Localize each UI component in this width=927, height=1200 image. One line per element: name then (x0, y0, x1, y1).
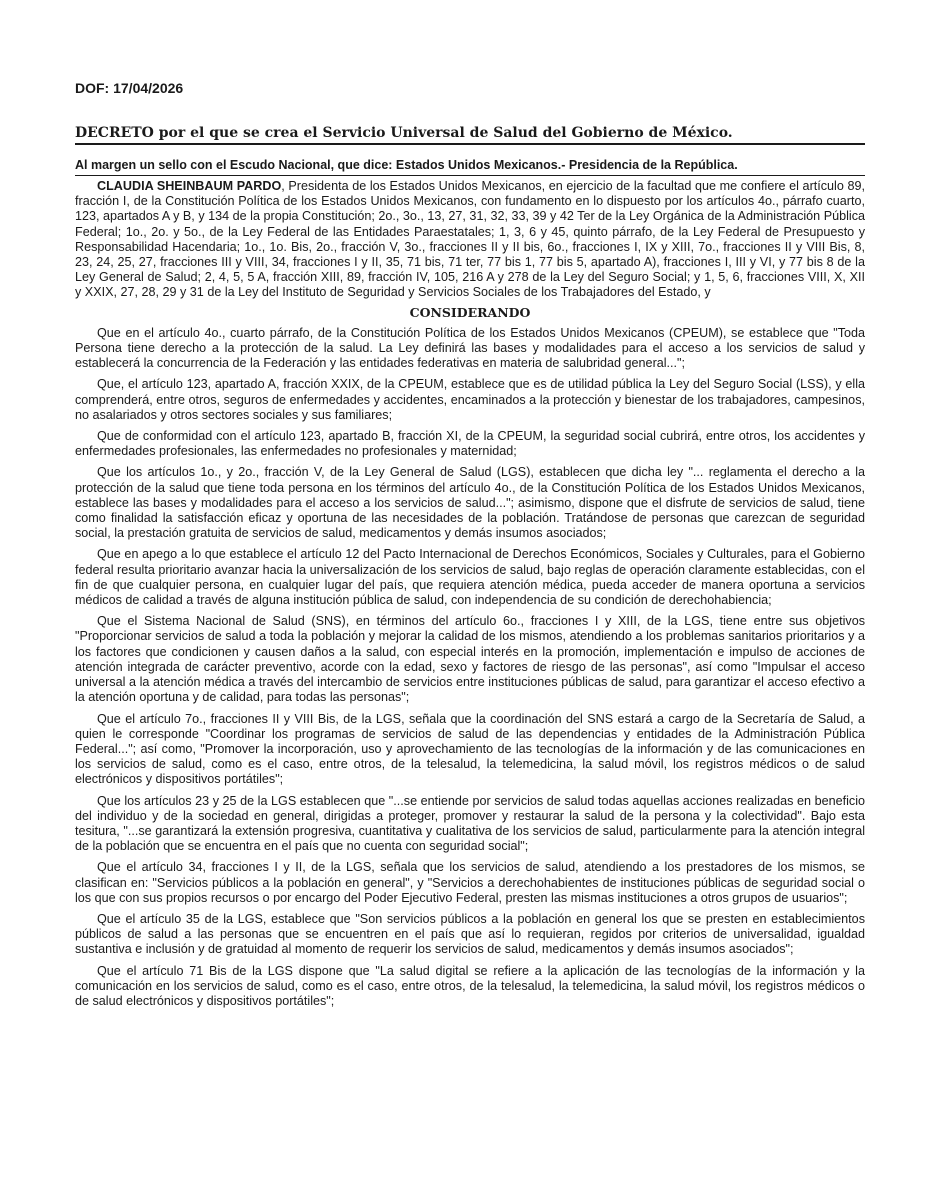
considerando-paragraph: Que en apego a lo que establece el artículo 12 del Pacto Internacional de Derechos Económicos, Sociales y Culturales, para el Gobierno federal resulta prioritario avanzar hacia la universalización de los servicios de salud, bajo reglas de operación claramente establecidas, con el fin de que cualquier persona, en cualquier lugar del país, que requiera atención médica, pueda acceder de manera oportuna a servicios médicos de calidad a través de alguna institución pública de salud, con independencia de su condición de derechohabiencia; (75, 547, 865, 608)
considerando-heading: CONSIDERANDO (409, 304, 531, 320)
considerando-paragraph: Que en el artículo 4o., cuarto párrafo, de la Constitución Política de los Estados Unidos Mexicanos (CPEUM), se establece que "Toda Persona tiene derecho a la protección de la salud. La Ley definirá las bases y modalidades para el acceso a los servicios de salud y establecerá la concurrencia de la Federación y las entidades federativas en materia de salubridad general..."; (75, 325, 865, 371)
intro-text: , Presidenta de los Estados Unidos Mexicanos, en ejercicio de la facultad que me confiere el artículo 89, fracción I, de la Constitución Política de los Estados Unidos Mexicanos, con fundamento en lo dispuesto por los artículos 4o., párrafo cuarto, 123, apartados A y B, y 134 de la propia Constitución; 2o., 3o., 13, 27, 31, 32, 33, 39 y 42 Ter de la Ley Orgánica de la Administración Pública Federal; 1o., 2o. y 5o., de la Ley Federal de las Entidades Paraestatales; 1, 3, 6 y 45, quinto párrafo, de la Ley Federal de Presupuesto y Responsabilidad Hacendaria; 1o., 1o. Bis, 2o., fracción V, 3o., fracciones II y II bis, 6o., fracciones I, IX y XIII, 7o., fracciones II y VIII Bis, 8, 23, 24, 25, 27, fracciones III y VIII, 34, fracciones I y II, 35, 71 bis, 71 ter, 77 bis 1, 77 bis 5, apartado A), fracciones I, III y VI, y 77 bis 8 de la Ley General de Salud; 2, 4, 5, 5 A, fracción XIII, 89, fracción IV, 105, 216 A y 278 de la Ley del Seguro Social; y 1, 5, 6, fracciones VIII, X, XII y XXIX, 27, 28, 29 y 31 de la Ley del Instituto de Seguridad y Servicios Sociales de los Trabajadores del Estado, y (75, 179, 865, 300)
considerando-paragraph: Que el artículo 7o., fracciones II y VIII Bis, de la LGS, señala que la coordinación del SNS estará a cargo de la Secretaría de Salud, a quien le corresponde "Coordinar los programas de servicios de salud de las dependencias y entidades de la Administración Pública Federal..."; así como, "Promover la incorporación, uso y aprovechamiento de las tecnologías de la información y de las comunicaciones en los servicios de salud, como es el caso, entre otros, de la telesalud, la telemedicina, la salud móvil, los registros médicos o de salud electrónicos y dispositivos portátiles"; (75, 711, 865, 787)
considerando-paragraph: Que el artículo 34, fracciones I y II, de la LGS, señala que los servicios de salud, atendiendo a los prestadores de los mismos, se clasifican en: "Servicios públicos a la población en general", y "Servicios a derechohabientes de instituciones públicas de seguridad social o los que con sus propios recursos o por encargo del Poder Ejecutivo Federal, presten las mismas instituciones a otros grupos de usuarios"; (75, 860, 865, 905)
seal-divider (75, 175, 865, 176)
title-divider (75, 143, 865, 145)
considerando-paragraph: Que de conformidad con el artículo 123, apartado B, fracción XI, de la CPEUM, la seguridad social cubrirá, entre otros, los accidentes y enfermedades profesionales, las enfermedades no profesionales y maternidad; (75, 429, 865, 459)
seal-note: Al margen un sello con el Escudo Nacional, que dice: Estados Unidos Mexicanos.- Presidencia de la República. (75, 158, 738, 172)
considerando-paragraph: Que los artículos 1o., y 2o., fracción V, de la Ley General de Salud (LGS), establecen que dicha ley "... reglamenta el derecho a la protección de la salud que tiene toda persona en los términos del artículo 4o., de la Constitución Política de los Estados Unidos Mexicanos, establece las bases y modalidades para el acceso a los servicios de salud..."; asimismo, dispone que el disfrute de servicios de salud, tiene como finalidad la satisfacción eficaz y oportuna de las necesidades de la población. Tratándose de personas que carezcan de seguridad social, la prestación gratuita de servicios de salud, medicamentos y demás insumos asociados; (75, 465, 865, 541)
decree-title: DECRETO por el que se crea el Servicio Universal de Salud del Gobierno de México. (75, 125, 733, 141)
considerando-paragraph: Que el artículo 35 de la LGS, establece que "Son servicios públicos a la población en general los que se presten en establecimientos públicos de salud a las personas que se encuentren en el país que así lo requieran, regidos por criterios de universalidad, igualdad sustantiva e inclusión y de gratuidad al momento de requerir los servicios de salud, medicamentos y demás insumos asociados"; (75, 911, 865, 957)
considerando-paragraph: Que, el artículo 123, apartado A, fracción XXIX, de la CPEUM, establece que es de utilidad pública la Ley del Seguro Social (LSS), y ella comprenderá, entre otros, seguros de enfermedades y accidentes, encaminados a la protección y bienestar de los trabajadores, campesinos, no asalariados y otros sectores sociales y sus familiares; (75, 377, 865, 422)
intro-paragraph (75, 179, 865, 301)
considerando-paragraph: Que el artículo 71 Bis de la LGS dispone que "La salud digital se refiere a la aplicación de las tecnologías de la información y la comunicación en los servicios de salud, como es el caso, entre otros, de la telesalud, la telemedicina, la salud móvil, los registros médicos o de salud electrónicos y dispositivos portátiles"; (75, 963, 865, 1008)
dof-date: DOF: 17/04/2026 (75, 80, 184, 96)
considerando-paragraph: Que el Sistema Nacional de Salud (SNS), en términos del artículo 6o., fracciones I y XIII, de la LGS, tiene entre sus objetivos "Proporcionar servicios de salud a toda la población y mejorar la calidad de los mismos, atendiendo a los problemas sanitarios prioritarios y a los factores que condicionen y causen daños a la salud, con especial interés en la promoción, implementación e impulso de acciones de atención integrada de carácter preventivo, acorde con la edad, sexo y factores de riesgo de las personas", así como "Impulsar el acceso universal a la atención médica a través del intercambio de servicios entre instituciones públicas de salud, para garantizar el acceso efectivo a la atención oportuna y de calidad, para todas las personas"; (75, 614, 865, 705)
president-name: CLAUDIA SHEINBAUM PARDO (97, 179, 282, 193)
considerando-paragraph: Que los artículos 23 y 25 de la LGS establecen que "...se entiende por servicios de salud todas aquellas acciones realizadas en beneficio del individuo y de la sociedad en general, dirigidas a proteger, promover y restaurar la salud de la persona y la colectividad". Bajo esta tesitura, "...se garantizará la extensión progresiva, cuantitativa y cualitativa de los servicios de salud, particularmente para la atención integral de la población que se encuentra en el país que no cuenta con seguridad social"; (75, 793, 865, 854)
document-body (75, 179, 865, 1015)
